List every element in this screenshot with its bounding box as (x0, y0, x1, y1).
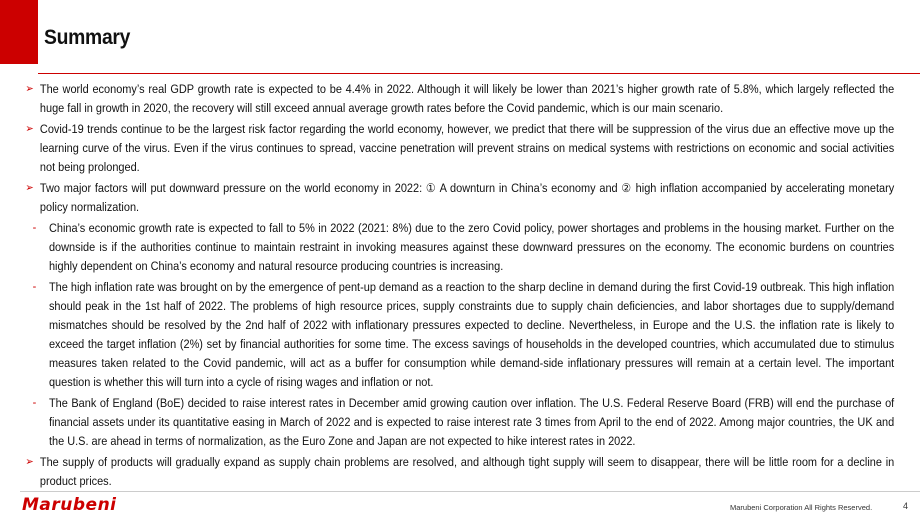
page-title: Summary (44, 26, 131, 49)
page-number: 4 (903, 501, 909, 511)
sub-bullet-item (20, 219, 894, 276)
bullet-item (20, 179, 894, 217)
bullet-text: The supply of products will gradually expand as supply chain problems are resolved, and although tight supply will seem to disappear, there will be little room for a decline in product prices. (39, 455, 895, 488)
bullet-text: The world economy’s real GDP growth rate is expected to be 4.4% in 2022. Although it will likely be lower than 2021’s higher growth rate of 5.8%, which largely reflected the huge fall in growth in 2020, the recovery will still exceed annual average growth rates before the Covid pandemic, which is our main scenario. (39, 82, 895, 115)
summary-content (20, 80, 894, 493)
footer-divider (20, 491, 920, 492)
sub-bullet-text: The high inflation rate was brought on by the emergence of pent-up demand as a reaction to the sharp decline in demand during the first Covid-19 outbreak. This high inflation should peak in the 1st half of 2022. The problems of high resource prices, supply constraints due to supply chain deficiencies, and labor shortages due to supply/demand mismatches should be resolved by the 2nd half of 2022 with inflationary pressures expected to decline. Nevertheless, in Europe and the U.S. the inflation rate is likely to exceed the target inflation (2%) set by financial authorities for some time. The excess savings of households in the developed countries, which accumulated due to stimulus measures taken related to the Covid pandemic, will act as a buffer for consumption while demand-side inflationary pressures will remain at a certain level. The important question is whether this will turn into a cycle of rising wages and inflation or not. (48, 280, 895, 389)
sub-bullet-item (20, 394, 894, 451)
bullet-arrow-icon: ➢ (25, 123, 34, 135)
company-logo: Marubeni (22, 495, 117, 515)
sub-bullet-item (20, 278, 894, 392)
bullet-arrow-icon: ➢ (25, 182, 34, 194)
dash-marker: - (32, 220, 37, 234)
bullet-arrow-icon: ➢ (25, 456, 34, 468)
bullet-text: Two major factors will put downward pressure on the world economy in 2022: ① A downturn in China’s economy and ② high inflation accompanied by accelerating monetary policy normalization. (39, 181, 895, 214)
title-divider (38, 73, 920, 74)
copyright-notice: Marubeni Corporation All Rights Reserved. (730, 503, 873, 512)
bullet-arrow-icon: ➢ (25, 83, 34, 95)
dash-marker: - (32, 279, 37, 293)
bullet-text: Covid-19 trends continue to be the largest risk factor regarding the world economy, however, we predict that there will be suppression of the virus due an effective move up the learning curve of the virus. Even if the virus continues to spread, vaccine penetration will prevent strains on medical systems with restrictions on economic and social activities not being prolonged. (39, 122, 895, 174)
title-accent-bar (0, 0, 38, 64)
sub-bullet-text: China’s economic growth rate is expected to fall to 5% in 2022 (2021: 8%) due to the zero Covid policy, power shortages and problems in the housing market. Further on the downside is if the authorities continue to maintain restraint in invoking measures against these downward pressures on the economy. The economic burdens on countries highly dependent on China’s economy and natural resource producing countries is increasing. (48, 221, 895, 273)
sub-bullet-text: The Bank of England (BoE) decided to raise interest rates in December amid growing caution over inflation. The U.S. Federal Reserve Board (FRB) will end the purchase of financial assets under its quantitative easing in March of 2022 and is expected to raise interest rate 3 times from April to the end of 2022. Among major countries, the UK and the U.S. are ahead in terms of normalization, as the Euro Zone and Japan are not expected to hike interest rates in 2022. (48, 396, 895, 448)
bullet-item (20, 453, 894, 491)
dash-marker: - (32, 395, 37, 409)
bullet-item (20, 120, 894, 177)
bullet-item (20, 80, 894, 118)
